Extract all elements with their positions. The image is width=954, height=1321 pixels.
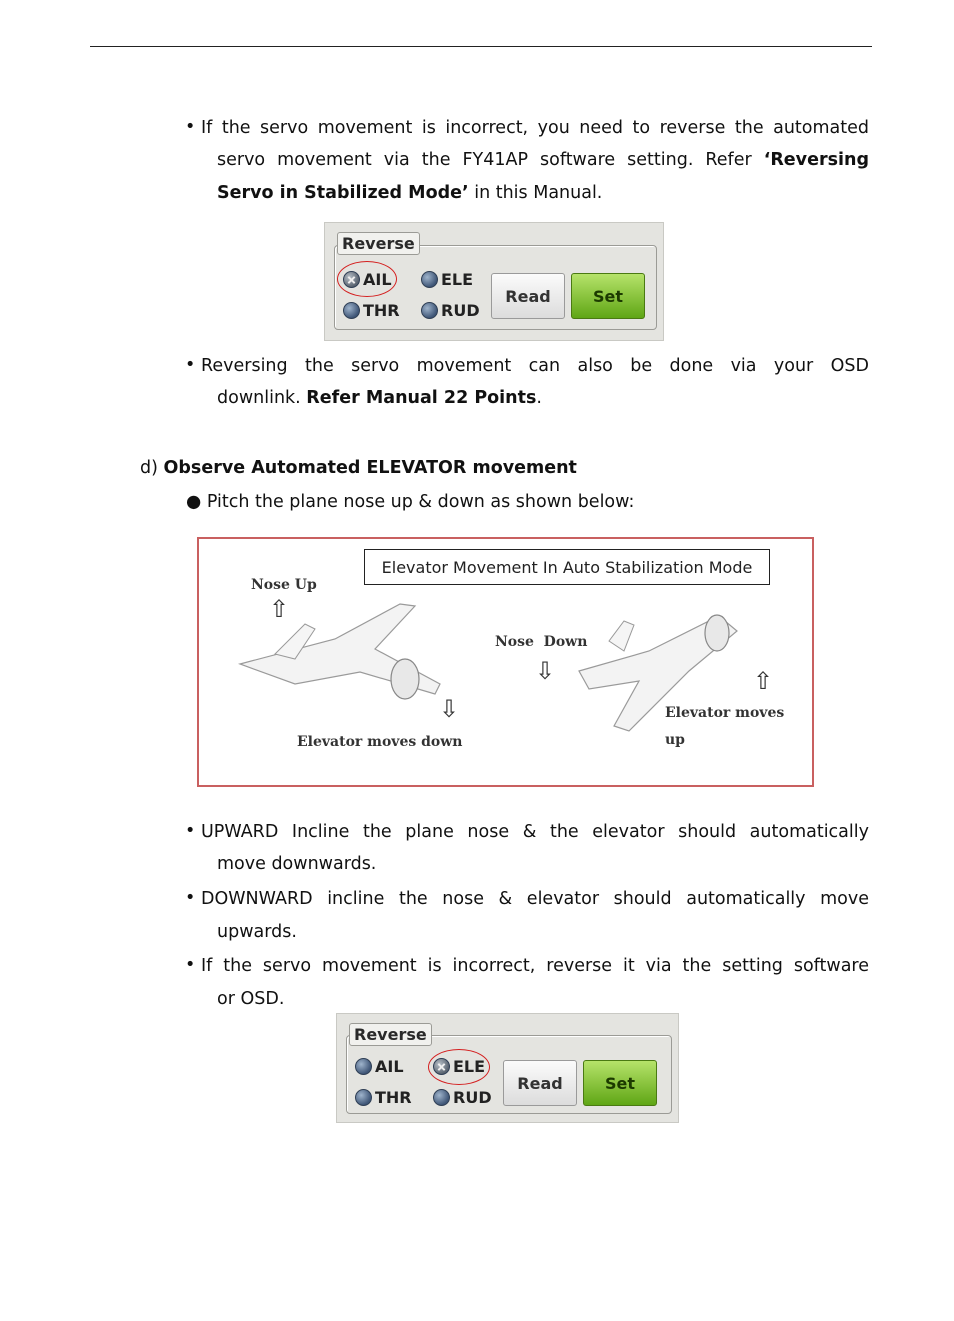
bullet-downward-line1: DOWNWARD incline the nose & elevator should automatically move — [201, 889, 869, 909]
label-nose-down: Nose Down — [495, 634, 588, 650]
label-elevator-up-2: up — [665, 732, 685, 748]
bullet-incorrect-line1: If the servo movement is incorrect, reverse it via the setting software — [201, 956, 869, 976]
bullet-downward-line2: upwards. — [217, 922, 297, 942]
reverse-panel-ele — [336, 1013, 679, 1123]
figure-title: Elevator Movement In Auto Stabilization Mode — [364, 549, 770, 585]
reverse-panel-ail — [324, 222, 664, 341]
down-arrow-icon: ⇩ — [535, 657, 556, 685]
manual-ref-bold: Refer Manual 22 Points — [306, 388, 537, 408]
bullet-marker: • — [185, 888, 196, 908]
option-ele[interactable]: ELE — [433, 1057, 485, 1076]
option-ele[interactable]: ELE — [421, 270, 473, 289]
read-button[interactable]: Read — [503, 1060, 577, 1106]
bullet-marker: • — [185, 117, 196, 137]
bullet-marker: • — [185, 955, 196, 975]
radio-icon — [421, 302, 438, 319]
set-button[interactable]: Set — [583, 1060, 657, 1106]
bullet-reverse-software-line2: servo movement via the FY41AP software setting. Refer ‘Reversing — [217, 150, 869, 170]
bullet-osd-line1: Reversing the servo movement can also be done via your OSD — [201, 356, 869, 376]
radio-icon — [343, 302, 360, 319]
bullet-osd-line2: downlink. Refer Manual 22 Points. — [217, 388, 542, 408]
bullet-marker: • — [185, 821, 196, 841]
radio-icon — [355, 1058, 372, 1075]
read-button[interactable]: Read — [491, 273, 565, 319]
plane-nose-up-illustration — [235, 594, 450, 709]
label-nose-up: Nose Up — [251, 577, 317, 593]
reference-bold-2: Servo in Stabilized Mode’ — [217, 183, 469, 203]
bullet-marker: • — [185, 355, 196, 375]
highlight-circle — [337, 261, 397, 297]
label-elevator-up: Elevator moves — [665, 705, 785, 721]
option-rud[interactable]: RUD — [421, 301, 480, 320]
radio-icon — [355, 1089, 372, 1106]
option-thr[interactable]: THR — [355, 1088, 412, 1107]
up-arrow-icon: ⇧ — [753, 667, 774, 695]
section-d-heading: d) Observe Automated ELEVATOR movement — [140, 458, 577, 478]
option-rud[interactable]: RUD — [433, 1088, 492, 1107]
radio-icon — [421, 271, 438, 288]
down-arrow-icon: ⇩ — [439, 695, 460, 723]
option-thr[interactable]: THR — [343, 301, 400, 320]
highlight-circle — [428, 1049, 490, 1085]
radio-icon — [433, 1089, 450, 1106]
bullet-upward-line2: move downwards. — [217, 854, 377, 874]
set-button[interactable]: Set — [571, 273, 645, 319]
section-d-bullet: ● Pitch the plane nose up & down as shown below: — [186, 492, 635, 512]
bullet-incorrect-line2: or OSD. — [217, 989, 285, 1009]
up-arrow-icon: ⇧ — [269, 595, 290, 623]
bullet-reverse-software-line3: Servo in Stabilized Mode’ in this Manual. — [217, 183, 603, 203]
reverse-legend: Reverse — [349, 1023, 432, 1046]
elevator-figure — [197, 537, 814, 787]
reverse-legend: Reverse — [337, 232, 420, 255]
bullet-reverse-software-line1: If the servo movement is incorrect, you need to reverse the automated — [201, 118, 869, 138]
option-ail[interactable]: AIL — [355, 1057, 404, 1076]
reference-bold: ‘Reversing — [763, 150, 869, 170]
header-rule — [90, 46, 872, 47]
label-elevator-down: Elevator moves down — [297, 734, 463, 750]
option-ail[interactable]: AIL — [343, 270, 392, 289]
bullet-upward-line1: UPWARD Incline the plane nose & the elevator should automatically — [201, 822, 869, 842]
